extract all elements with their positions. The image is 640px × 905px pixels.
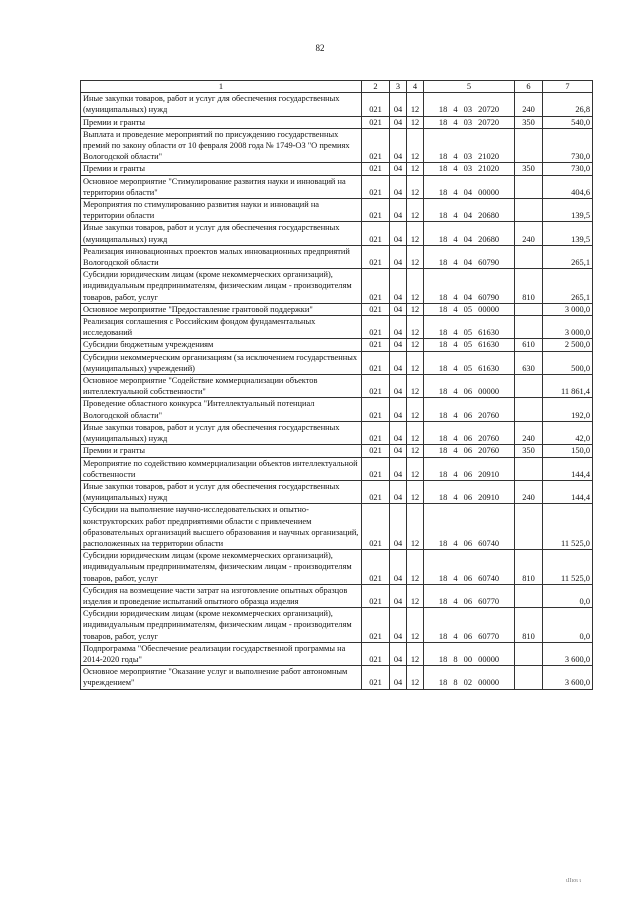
cell-ministry-code: 021 <box>362 303 390 315</box>
cell-amount: 144,4 <box>543 480 593 503</box>
cell-target-article: 18 8 02 00000 <box>424 666 515 689</box>
cell-name: Выплата и проведение мероприятий по присуждению государственных премий по закону области от 10 февраля 2008 года № 1749-ОЗ "О премиях Вологодской области" <box>81 128 362 163</box>
cell-amount: 540,0 <box>543 116 593 128</box>
cell-name: Субсидия на возмещение части затрат на изготовление опытных образцов изделия и проведение испытаний опытного образца изделия <box>81 584 362 607</box>
cell-name: Иные закупки товаров, работ и услуг для обеспечения государственных (муниципальных) нужд <box>81 93 362 116</box>
cell-subsection: 12 <box>407 550 424 585</box>
cell-name: Реализация соглашения с Российским фондом фундаментальных исследований <box>81 316 362 339</box>
cell-ministry-code: 021 <box>362 339 390 351</box>
cell-section: 04 <box>390 93 407 116</box>
cell-name: Премии и гранты <box>81 445 362 457</box>
cell-subsection: 12 <box>407 303 424 315</box>
table-row <box>81 222 593 245</box>
cell-expense-type <box>515 303 543 315</box>
cell-name: Субсидии некоммерческим организациям (за исключением государственных (муниципальных) учреждений) <box>81 351 362 374</box>
cell-expense-type <box>515 666 543 689</box>
cell-name: Субсидии юридическим лицам (кроме некоммерческих организаций), индивидуальным предпринимателям, физическим лицам - производителям товаров, работ, услуг <box>81 608 362 643</box>
page-number: 82 <box>315 43 325 53</box>
cell-amount: 150,0 <box>543 445 593 457</box>
table-row <box>81 608 593 643</box>
cell-name: Субсидии юридическим лицам (кроме некоммерческих организаций), индивидуальным предпринимателям, физическим лицам - производителям товаров, работ, услуг <box>81 550 362 585</box>
table-row <box>81 398 593 421</box>
cell-ministry-code: 021 <box>362 199 390 222</box>
table-row <box>81 550 593 585</box>
cell-section: 04 <box>390 504 407 550</box>
cell-amount: 3 000,0 <box>543 316 593 339</box>
cell-amount: 730,0 <box>543 163 593 175</box>
table-row <box>81 642 593 665</box>
cell-subsection: 12 <box>407 116 424 128</box>
cell-section: 04 <box>390 116 407 128</box>
cell-section: 04 <box>390 316 407 339</box>
cell-subsection: 12 <box>407 199 424 222</box>
cell-subsection: 12 <box>407 163 424 175</box>
cell-target-article: 18 8 00 00000 <box>424 642 515 665</box>
cell-target-article: 18 4 06 60770 <box>424 608 515 643</box>
cell-subsection: 12 <box>407 245 424 268</box>
cell-expense-type: 350 <box>515 163 543 175</box>
cell-section: 04 <box>390 303 407 315</box>
cell-expense-type <box>515 457 543 480</box>
cell-subsection: 12 <box>407 584 424 607</box>
cell-amount: 0,0 <box>543 608 593 643</box>
table-row <box>81 351 593 374</box>
cell-amount: 3 600,0 <box>543 642 593 665</box>
cell-target-article: 18 4 06 00000 <box>424 375 515 398</box>
cell-amount: 3 600,0 <box>543 666 593 689</box>
cell-ministry-code: 021 <box>362 480 390 503</box>
cell-amount: 139,5 <box>543 222 593 245</box>
cell-section: 04 <box>390 175 407 198</box>
cell-name: Основное мероприятие "Предоставление грантовой поддержки" <box>81 303 362 315</box>
table-row <box>81 93 593 116</box>
cell-ministry-code: 021 <box>362 504 390 550</box>
cell-target-article: 18 4 06 60740 <box>424 550 515 585</box>
cell-section: 04 <box>390 128 407 163</box>
cell-name: Субсидии бюджетным учреждениям <box>81 339 362 351</box>
cell-section: 04 <box>390 339 407 351</box>
cell-name: Мероприятие по содействию коммерциализации объектов интеллектуальной собственности <box>81 457 362 480</box>
cell-ministry-code: 021 <box>362 584 390 607</box>
cell-expense-type: 610 <box>515 339 543 351</box>
cell-name: Иные закупки товаров, работ и услуг для обеспечения государственных (муниципальных) нужд <box>81 222 362 245</box>
header-cell-ministry: 2 <box>362 81 390 93</box>
cell-expense-type: 630 <box>515 351 543 374</box>
table-row <box>81 116 593 128</box>
cell-ministry-code: 021 <box>362 93 390 116</box>
header-cell-amount: 7 <box>543 81 593 93</box>
table-row <box>81 375 593 398</box>
cell-ministry-code: 021 <box>362 245 390 268</box>
table-row <box>81 269 593 304</box>
cell-subsection: 12 <box>407 339 424 351</box>
cell-subsection: 12 <box>407 642 424 665</box>
cell-expense-type <box>515 245 543 268</box>
cell-target-article: 18 4 03 21020 <box>424 128 515 163</box>
cell-expense-type: 240 <box>515 480 543 503</box>
cell-target-article: 18 4 04 60790 <box>424 245 515 268</box>
cell-target-article: 18 4 05 61630 <box>424 316 515 339</box>
cell-ministry-code: 021 <box>362 116 390 128</box>
cell-section: 04 <box>390 199 407 222</box>
cell-target-article: 18 4 06 60740 <box>424 504 515 550</box>
cell-target-article: 18 4 06 20760 <box>424 445 515 457</box>
cell-section: 04 <box>390 163 407 175</box>
cell-target-article: 18 4 03 20720 <box>424 93 515 116</box>
cell-ministry-code: 021 <box>362 421 390 444</box>
budget-table <box>80 80 593 690</box>
cell-ministry-code: 021 <box>362 351 390 374</box>
cell-target-article: 18 4 06 20910 <box>424 480 515 503</box>
cell-target-article: 18 4 04 20680 <box>424 222 515 245</box>
cell-expense-type <box>515 199 543 222</box>
cell-subsection: 12 <box>407 375 424 398</box>
cell-name: Иные закупки товаров, работ и услуг для обеспечения государственных (муниципальных) нужд <box>81 421 362 444</box>
cell-subsection: 12 <box>407 222 424 245</box>
cell-amount: 0,0 <box>543 584 593 607</box>
cell-subsection: 12 <box>407 316 424 339</box>
cell-expense-type: 350 <box>515 445 543 457</box>
cell-name: Основное мероприятие "Оказание услуг и выполнение работ автономным учреждением" <box>81 666 362 689</box>
cell-section: 04 <box>390 398 407 421</box>
cell-name: Подпрограмма "Обеспечение реализации государственной программы на 2014-2020 годы" <box>81 642 362 665</box>
cell-amount: 3 000,0 <box>543 303 593 315</box>
cell-name: Основное мероприятие "Стимулирование развития науки и инноваций на территории области" <box>81 175 362 198</box>
cell-section: 04 <box>390 550 407 585</box>
cell-section: 04 <box>390 608 407 643</box>
cell-subsection: 12 <box>407 175 424 198</box>
cell-ministry-code: 021 <box>362 642 390 665</box>
cell-amount: 500,0 <box>543 351 593 374</box>
cell-amount: 2 500,0 <box>543 339 593 351</box>
cell-expense-type: 240 <box>515 222 543 245</box>
cell-subsection: 12 <box>407 93 424 116</box>
cell-amount: 265,1 <box>543 269 593 304</box>
cell-section: 04 <box>390 584 407 607</box>
table-row <box>81 504 593 550</box>
cell-name: Основное мероприятие "Содействие коммерциализации объектов интеллектуальной собственности" <box>81 375 362 398</box>
cell-expense-type <box>515 398 543 421</box>
cell-subsection: 12 <box>407 608 424 643</box>
cell-expense-type: 810 <box>515 550 543 585</box>
cell-target-article: 18 4 06 20760 <box>424 398 515 421</box>
header-row <box>81 81 593 93</box>
cell-amount: 404,6 <box>543 175 593 198</box>
table-row <box>81 303 593 315</box>
cell-ministry-code: 021 <box>362 375 390 398</box>
cell-section: 04 <box>390 269 407 304</box>
cell-target-article: 18 4 05 61630 <box>424 339 515 351</box>
footer-mark: ιΙΙιοι ι <box>566 878 581 884</box>
cell-name: Премии и гранты <box>81 163 362 175</box>
header-cell-expense-type: 6 <box>515 81 543 93</box>
cell-target-article: 18 4 05 61630 <box>424 351 515 374</box>
cell-section: 04 <box>390 457 407 480</box>
cell-amount: 11 861,4 <box>543 375 593 398</box>
cell-ministry-code: 021 <box>362 445 390 457</box>
cell-subsection: 12 <box>407 398 424 421</box>
cell-amount: 730,0 <box>543 128 593 163</box>
cell-subsection: 12 <box>407 480 424 503</box>
cell-expense-type <box>515 316 543 339</box>
cell-section: 04 <box>390 445 407 457</box>
cell-expense-type: 240 <box>515 93 543 116</box>
cell-ministry-code: 021 <box>362 457 390 480</box>
cell-expense-type <box>515 642 543 665</box>
table-row <box>81 316 593 339</box>
table-row <box>81 445 593 457</box>
cell-section: 04 <box>390 351 407 374</box>
cell-amount: 42,0 <box>543 421 593 444</box>
cell-section: 04 <box>390 421 407 444</box>
cell-name: Мероприятия по стимулированию развития науки и инноваций на территории области <box>81 199 362 222</box>
cell-ministry-code: 021 <box>362 550 390 585</box>
table-body <box>81 93 593 689</box>
cell-section: 04 <box>390 245 407 268</box>
cell-target-article: 18 4 03 20720 <box>424 116 515 128</box>
table-row <box>81 584 593 607</box>
cell-section: 04 <box>390 375 407 398</box>
cell-subsection: 12 <box>407 421 424 444</box>
cell-section: 04 <box>390 666 407 689</box>
table-row <box>81 199 593 222</box>
table-row <box>81 128 593 163</box>
cell-target-article: 18 4 04 00000 <box>424 175 515 198</box>
cell-subsection: 12 <box>407 457 424 480</box>
cell-expense-type <box>515 504 543 550</box>
cell-subsection: 12 <box>407 128 424 163</box>
cell-ministry-code: 021 <box>362 128 390 163</box>
header-cell-target: 5 <box>424 81 515 93</box>
cell-subsection: 12 <box>407 351 424 374</box>
cell-ministry-code: 021 <box>362 666 390 689</box>
cell-expense-type <box>515 128 543 163</box>
cell-expense-type <box>515 584 543 607</box>
table-row <box>81 457 593 480</box>
cell-name: Проведение областного конкурса "Интеллектуальный потенциал Вологодской области" <box>81 398 362 421</box>
cell-target-article: 18 4 03 21020 <box>424 163 515 175</box>
cell-name: Реализация инновационных проектов малых инновационных предприятий Вологодской области <box>81 245 362 268</box>
cell-expense-type: 240 <box>515 421 543 444</box>
cell-amount: 11 525,0 <box>543 504 593 550</box>
table-row <box>81 175 593 198</box>
table-row <box>81 421 593 444</box>
cell-subsection: 12 <box>407 269 424 304</box>
cell-section: 04 <box>390 642 407 665</box>
cell-ministry-code: 021 <box>362 316 390 339</box>
table-row <box>81 480 593 503</box>
cell-amount: 265,1 <box>543 245 593 268</box>
cell-target-article: 18 4 05 00000 <box>424 303 515 315</box>
table-row <box>81 339 593 351</box>
cell-amount: 144,4 <box>543 457 593 480</box>
cell-target-article: 18 4 04 60790 <box>424 269 515 304</box>
header-cell-name: 1 <box>81 81 362 93</box>
cell-expense-type: 810 <box>515 608 543 643</box>
cell-ministry-code: 021 <box>362 398 390 421</box>
cell-amount: 11 525,0 <box>543 550 593 585</box>
cell-ministry-code: 021 <box>362 163 390 175</box>
header-cell-section: 3 <box>390 81 407 93</box>
table-row <box>81 245 593 268</box>
cell-subsection: 12 <box>407 504 424 550</box>
cell-name: Премии и гранты <box>81 116 362 128</box>
cell-name: Субсидии юридическим лицам (кроме некоммерческих организаций), индивидуальным предпринимателям, физическим лицам - производителям товаров, работ, услуг <box>81 269 362 304</box>
cell-ministry-code: 021 <box>362 222 390 245</box>
cell-amount: 26,8 <box>543 93 593 116</box>
cell-amount: 192,0 <box>543 398 593 421</box>
header-cell-subsection: 4 <box>407 81 424 93</box>
cell-expense-type: 810 <box>515 269 543 304</box>
cell-expense-type <box>515 175 543 198</box>
cell-amount: 139,5 <box>543 199 593 222</box>
cell-ministry-code: 021 <box>362 175 390 198</box>
cell-target-article: 18 4 06 20910 <box>424 457 515 480</box>
cell-target-article: 18 4 04 20680 <box>424 199 515 222</box>
cell-ministry-code: 021 <box>362 608 390 643</box>
cell-name: Субсидии на выполнение научно-исследовательских и опытно-конструкторских работ предприятиями области с привлечением образовательных организаций высшего образования и научных организаций, расположенных на территории области <box>81 504 362 550</box>
cell-name: Иные закупки товаров, работ и услуг для обеспечения государственных (муниципальных) нужд <box>81 480 362 503</box>
table-row <box>81 163 593 175</box>
cell-section: 04 <box>390 480 407 503</box>
cell-expense-type <box>515 375 543 398</box>
cell-expense-type: 350 <box>515 116 543 128</box>
cell-target-article: 18 4 06 20760 <box>424 421 515 444</box>
cell-subsection: 12 <box>407 445 424 457</box>
cell-subsection: 12 <box>407 666 424 689</box>
cell-ministry-code: 021 <box>362 269 390 304</box>
table-row <box>81 666 593 689</box>
cell-section: 04 <box>390 222 407 245</box>
cell-target-article: 18 4 06 60770 <box>424 584 515 607</box>
